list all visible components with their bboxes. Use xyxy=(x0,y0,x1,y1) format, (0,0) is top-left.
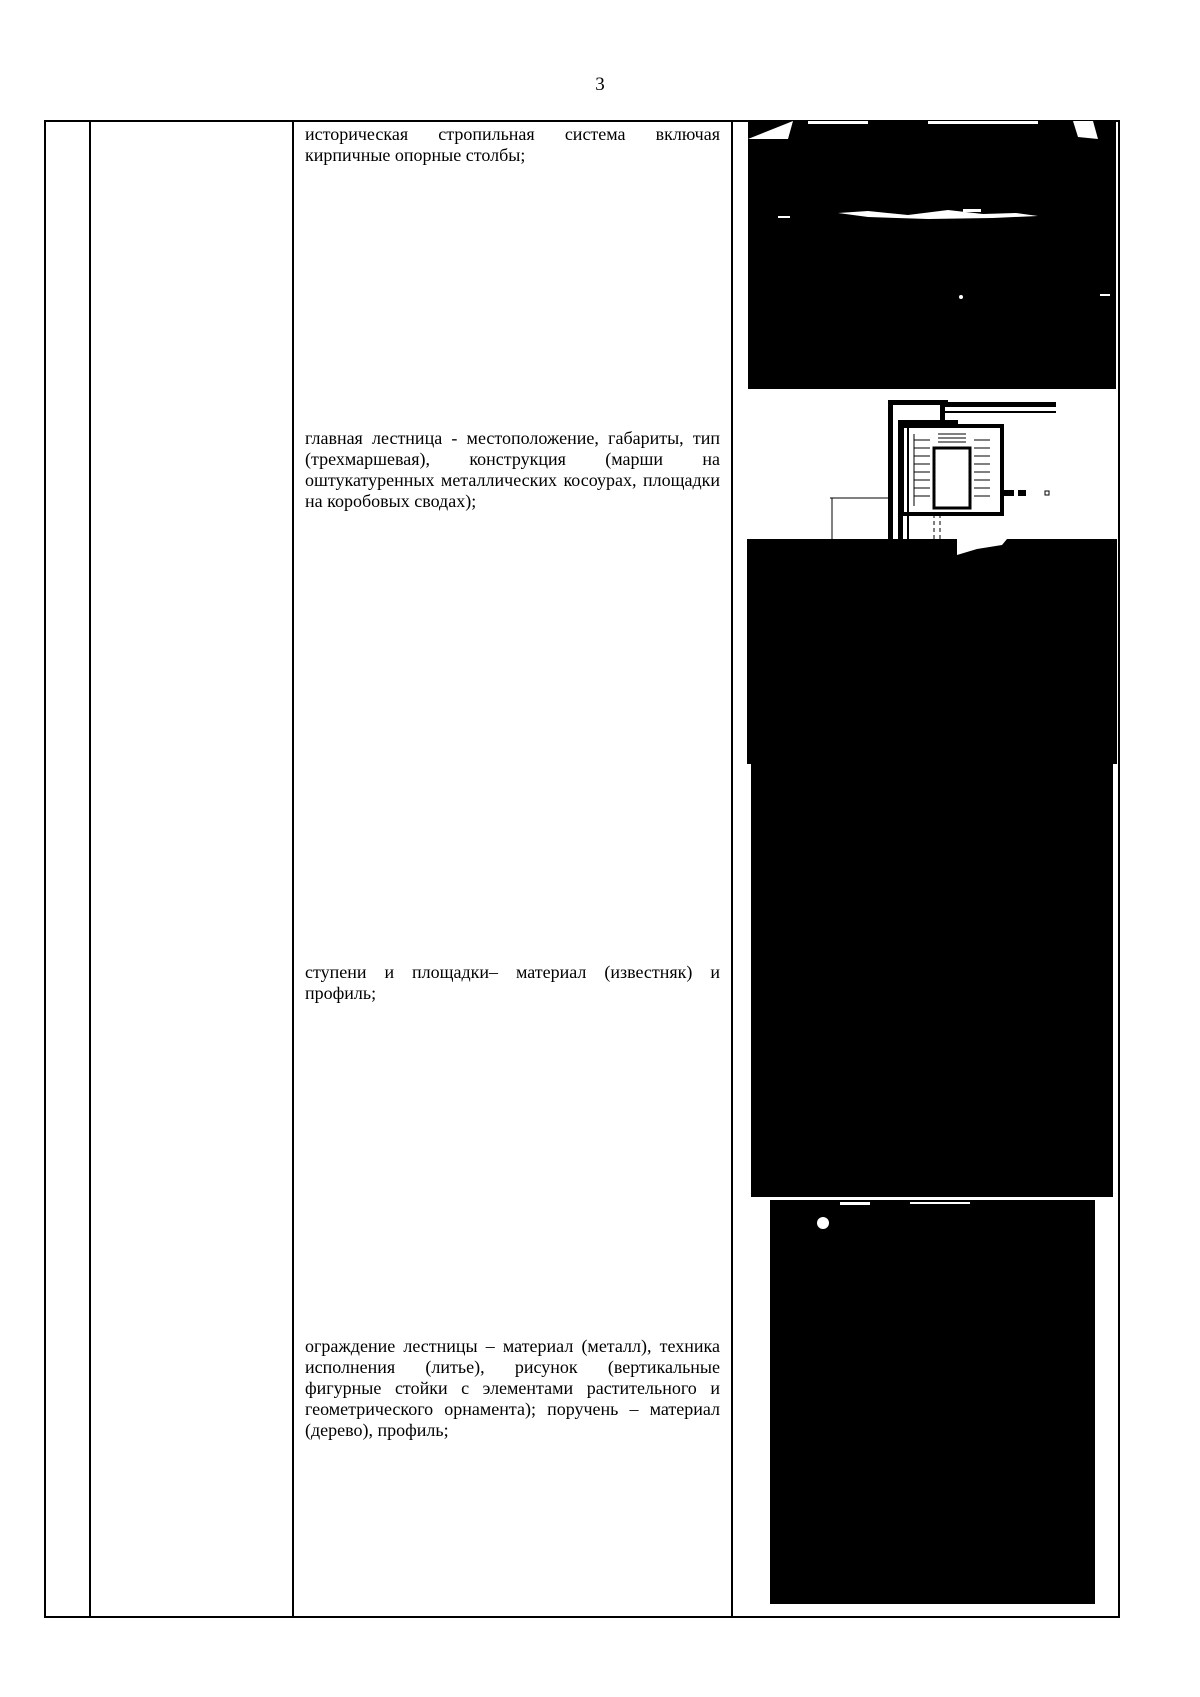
subject-description: ограждение лестницы – материал (металл), техника исполнения (литье), рисунок (вертикальные фигурные стойки с элементами растительного и геометрического орнамента); поручень – материал (дерево), профиль; xyxy=(305,1336,720,1440)
staircase-railing-photo xyxy=(770,1200,1095,1604)
column-divider xyxy=(292,120,294,1618)
main-staircase-photo xyxy=(747,539,1117,764)
staircase-steps-photo xyxy=(751,764,1113,1197)
page-number: 3 xyxy=(595,74,605,95)
column-divider xyxy=(731,120,733,1618)
staircase-plan-drawing xyxy=(830,400,1056,540)
column-divider xyxy=(89,120,91,1618)
subject-description: ступени и площадки– материал (известняк) и профиль; xyxy=(305,962,720,1003)
subject-description: главная лестница - местоположение, габариты, тип (трехмаршевая), конструкция (марши на оштукатуренных металлических косоурах, площадки на коробовых сводах); xyxy=(305,428,720,511)
subject-description: историческая стропильная система включая кирпичные опорные столбы; xyxy=(305,124,720,165)
roof-truss-photo xyxy=(748,121,1116,389)
